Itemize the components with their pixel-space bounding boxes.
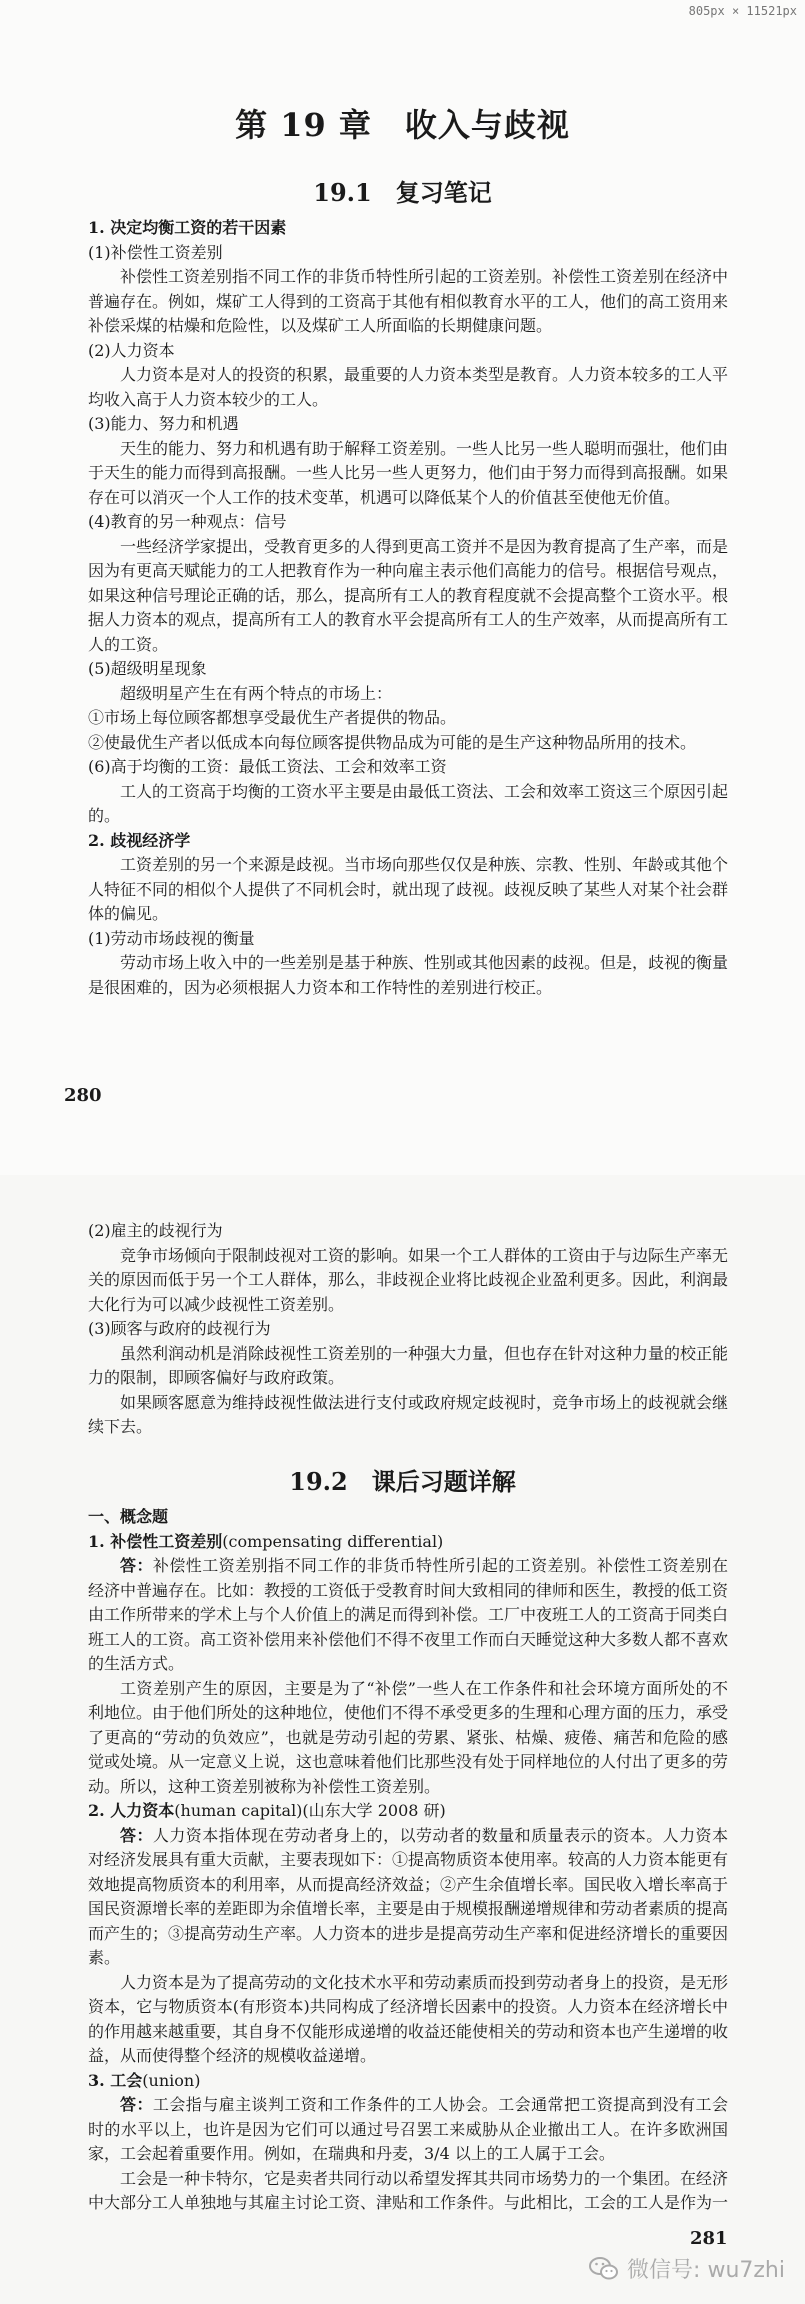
page-281-upper-body (88, 1219, 728, 1440)
heading-concepts: 一、概念题 (88, 1507, 169, 1526)
subheading: (1)补偿性工资差别 (88, 242, 223, 262)
question-title (88, 1530, 728, 1555)
exercises-body (88, 1505, 728, 2216)
paragraph: 虽然利润动机是消除歧视性工资差别的一种强大力量，但也存在针对这种力量的校正能力的限制，即顾客偏好与政府政策。 (88, 1343, 729, 1387)
paragraph: 超级明星产生在有两个特点的市场上： (120, 683, 393, 703)
paragraph: 如果顾客愿意为维持歧视性做法进行支付或政府规定歧视时，竞争市场上的歧视就会继续下去。 (88, 1392, 729, 1436)
paragraph: 人力资本是为了提高劳动的文化技术水平和劳动素质而投到劳动者身上的投资，是无形资本，它与物质资本(有形资本)共同构成了经济增长因素中的投资。人力资本在经济增长中的作用越来越重要，其自身不仅能形成递增的收益还能使相关的劳动和资本也产生递增的收益，从而使得整个经济的规模收益递增。 (88, 1972, 729, 2065)
subheading: (2)雇主的歧视行为 (88, 1221, 223, 1240)
answer-paragraph (88, 1554, 728, 1677)
heading-wage-factors: 1. 决定均衡工资的若干因素 (88, 218, 287, 237)
wechat-icon (589, 2256, 619, 2282)
subheading: (3)顾客与政府的歧视行为 (88, 1319, 271, 1338)
question-label: 1. 补偿性工资差别 (88, 1531, 223, 1551)
paragraph: 竞争市场倾向于限制歧视对工资的影响。如果一个工人群体的工资由于与边际生产率无关的原因而低于另一个工人群体，那么，非歧视企业将比歧视企业盈利更多。因此，利润最大化行为可以减少歧视性工资差别。 (88, 1245, 729, 1314)
list-item: ①市场上每位顾客都想享受最优生产者提供的物品。 (88, 708, 457, 727)
chapter-title: 第 19 章 收入与歧视 (235, 106, 570, 144)
answer-text: 工会指与雇主谈判工资和工作条件的工人协会。工会通常把工资提高到没有工会时的水平以上，也许是因为它们可以通过号召罢工来威胁从企业撤出工人。在许多欧洲国家，工会起着重要作用。例如，在瑞典和丹麦，3/4 以上的工人属于工会。 (88, 2095, 728, 2163)
question-english: (human capital)(山东大学 2008 研) (174, 1801, 446, 1820)
page-number: 280 (64, 1085, 102, 1106)
paragraph: 人力资本是对人的投资的积累，最重要的人力资本类型是教育。人力资本较多的工人平均收入高于人力资本较少的工人。 (88, 365, 729, 409)
paragraph: 工资差别产生的原因，主要是为了“补偿”一些人在工作条件和社会环境方面所处的不利地位。由于他们所处的这种地位，使他们不得不承受更多的生理和心理方面的压力，承受了更高的“劳动的负效应”，也就是劳动引起的劳累、紧张、枯燥、疲倦、痛苦和危险的感觉或处境。从一定意义上说，这也意味着他们比那些没有处于同样地位的人付出了更多的劳动。所以，这种工资差别被称为补偿性工资差别。 (88, 1678, 729, 1796)
subheading: (1)劳动市场歧视的衡量 (88, 928, 255, 948)
paragraph: 一些经济学家提出，受教育更多的人得到更高工资并不是因为教育提高了生产率，而是因为有更高天赋能力的工人把教育作为一种向雇主表示他们高能力的信号。根据信号观点，如果这种信号理论正确的话，那么，提高所有工人的教育程度就不会提高整个工资水平。根据人力资本的观点，提高所有工人的教育水平会提高所有工人的生产效率，从而提高所有工人的工资。 (88, 536, 729, 654)
paragraph: 工人的工资高于均衡的工资水平主要是由最低工资法、工会和效率工资这三个原因引起的。 (88, 781, 729, 825)
paragraph: 劳动市场上收入中的一些差别是基于种族、性别或其他因素的歧视。但是，歧视的衡量是很困难的，因为必须根据人力资本和工作特性的差别进行校正。 (88, 953, 729, 997)
question-title (88, 2069, 728, 2094)
watermark-text: 微信号: wu7zhi (627, 2258, 785, 2283)
page-number: 281 (690, 2228, 728, 2249)
subheading: (2)人力资本 (88, 340, 175, 360)
heading-discrimination: 2. 歧视经济学 (88, 830, 191, 850)
answer-label: 答： (120, 2095, 153, 2114)
wechat-watermark (589, 2253, 785, 2284)
subheading: (6)高于均衡的工资：最低工资法、工会和效率工资 (88, 757, 447, 776)
page-281 (0, 1175, 805, 2304)
answer-label: 答： (120, 1556, 153, 1575)
section-title-19-2: 19.2 课后习题详解 (289, 1467, 516, 1496)
question-label: 3. 工会 (88, 2070, 143, 2090)
answer-text: 补偿性工资差别指不同工作的非货币特性所引起的工资差别。补偿性工资差别在经济中普遍存在。比如：教授的工资低于受教育时间大致相同的律师和医生，教授的低工资由工作所带来的学术上与个人价值上的满足而得到补偿。工厂中夜班工人的工资高于同类白班工人的工资。高工资补偿用来补偿他们不得不夜里工作而白天睡觉这种大多数人都不喜欢的生活方式。 (88, 1556, 729, 1673)
paragraph: 工会是一种卡特尔，它是卖者共同行动以希望发挥其共同市场势力的一个集团。在经济中大部分工人单独地与其雇主讨论工资、津贴和工作条件。与此相比，工会的工人是作为一 (88, 2168, 729, 2212)
question-english: (union) (142, 2070, 201, 2090)
review-notes-body (88, 216, 728, 1000)
paragraph: 工资差别的另一个来源是歧视。当市场向那些仅仅是种族、宗教、性别、年龄或其他个人特征不同的相似个人提供了不同机会时，就出现了歧视。歧视反映了某些人对某个社会群体的偏见。 (88, 855, 729, 923)
question-english: (compensating differential) (222, 1531, 444, 1551)
image-size-label: 805px × 11521px (688, 4, 797, 18)
answer-paragraph (88, 2093, 728, 2167)
section-title-19-1: 19.1 复习笔记 (313, 178, 492, 207)
question-label: 2. 人力资本 (88, 1801, 175, 1820)
answer-label: 答： (120, 1825, 153, 1845)
question-title (88, 1799, 728, 1824)
paragraph: 补偿性工资差别指不同工作的非货币特性所引起的工资差别。补偿性工资差别在经济中普遍存在。例如，煤矿工人得到的工资高于其他有相似教育水平的工人，他们的高工资用来补偿采煤的枯燥和危险性，以及煤矿工人所面临的长期健康问题。 (88, 267, 729, 335)
paragraph: 天生的能力、努力和机遇有助于解释工资差别。一些人比另一些人聪明而强壮，他们由于天生的能力而得到高报酬。一些人比另一些人更努力，他们由于努力而得到高报酬。如果存在可以消灭一个人工作的技术变革，机遇可以降低某个人的价值甚至使他无价值。 (88, 438, 729, 507)
subheading: (5)超级明星现象 (88, 659, 207, 678)
list-item: ②使最优生产者以低成本向每位顾客提供物品成为可能的是生产这种物品所用的技术。 (88, 732, 697, 752)
subheading: (3)能力、努力和机遇 (88, 414, 239, 433)
subheading: (4)教育的另一种观点：信号 (88, 512, 287, 531)
answer-paragraph (88, 1824, 728, 1971)
answer-text: 人力资本指体现在劳动者身上的，以劳动者的数量和质量表示的资本。人力资本对经济发展具有重大贡献，主要表现如下：①提高物质资本使用率。较高的人力资本能更有效地提高物质资本的利用率，从而提高经济效益；②产生余值增长率。国民收入增长率高于国民资源增长率的差距即为余值增长率，主要是由于规模报酬递增规律和劳动者素质的提高而产生的；③提高劳动生产率。人力资本的进步是提高劳动生产率和促进经济增长的重要因素。 (88, 1825, 729, 1967)
